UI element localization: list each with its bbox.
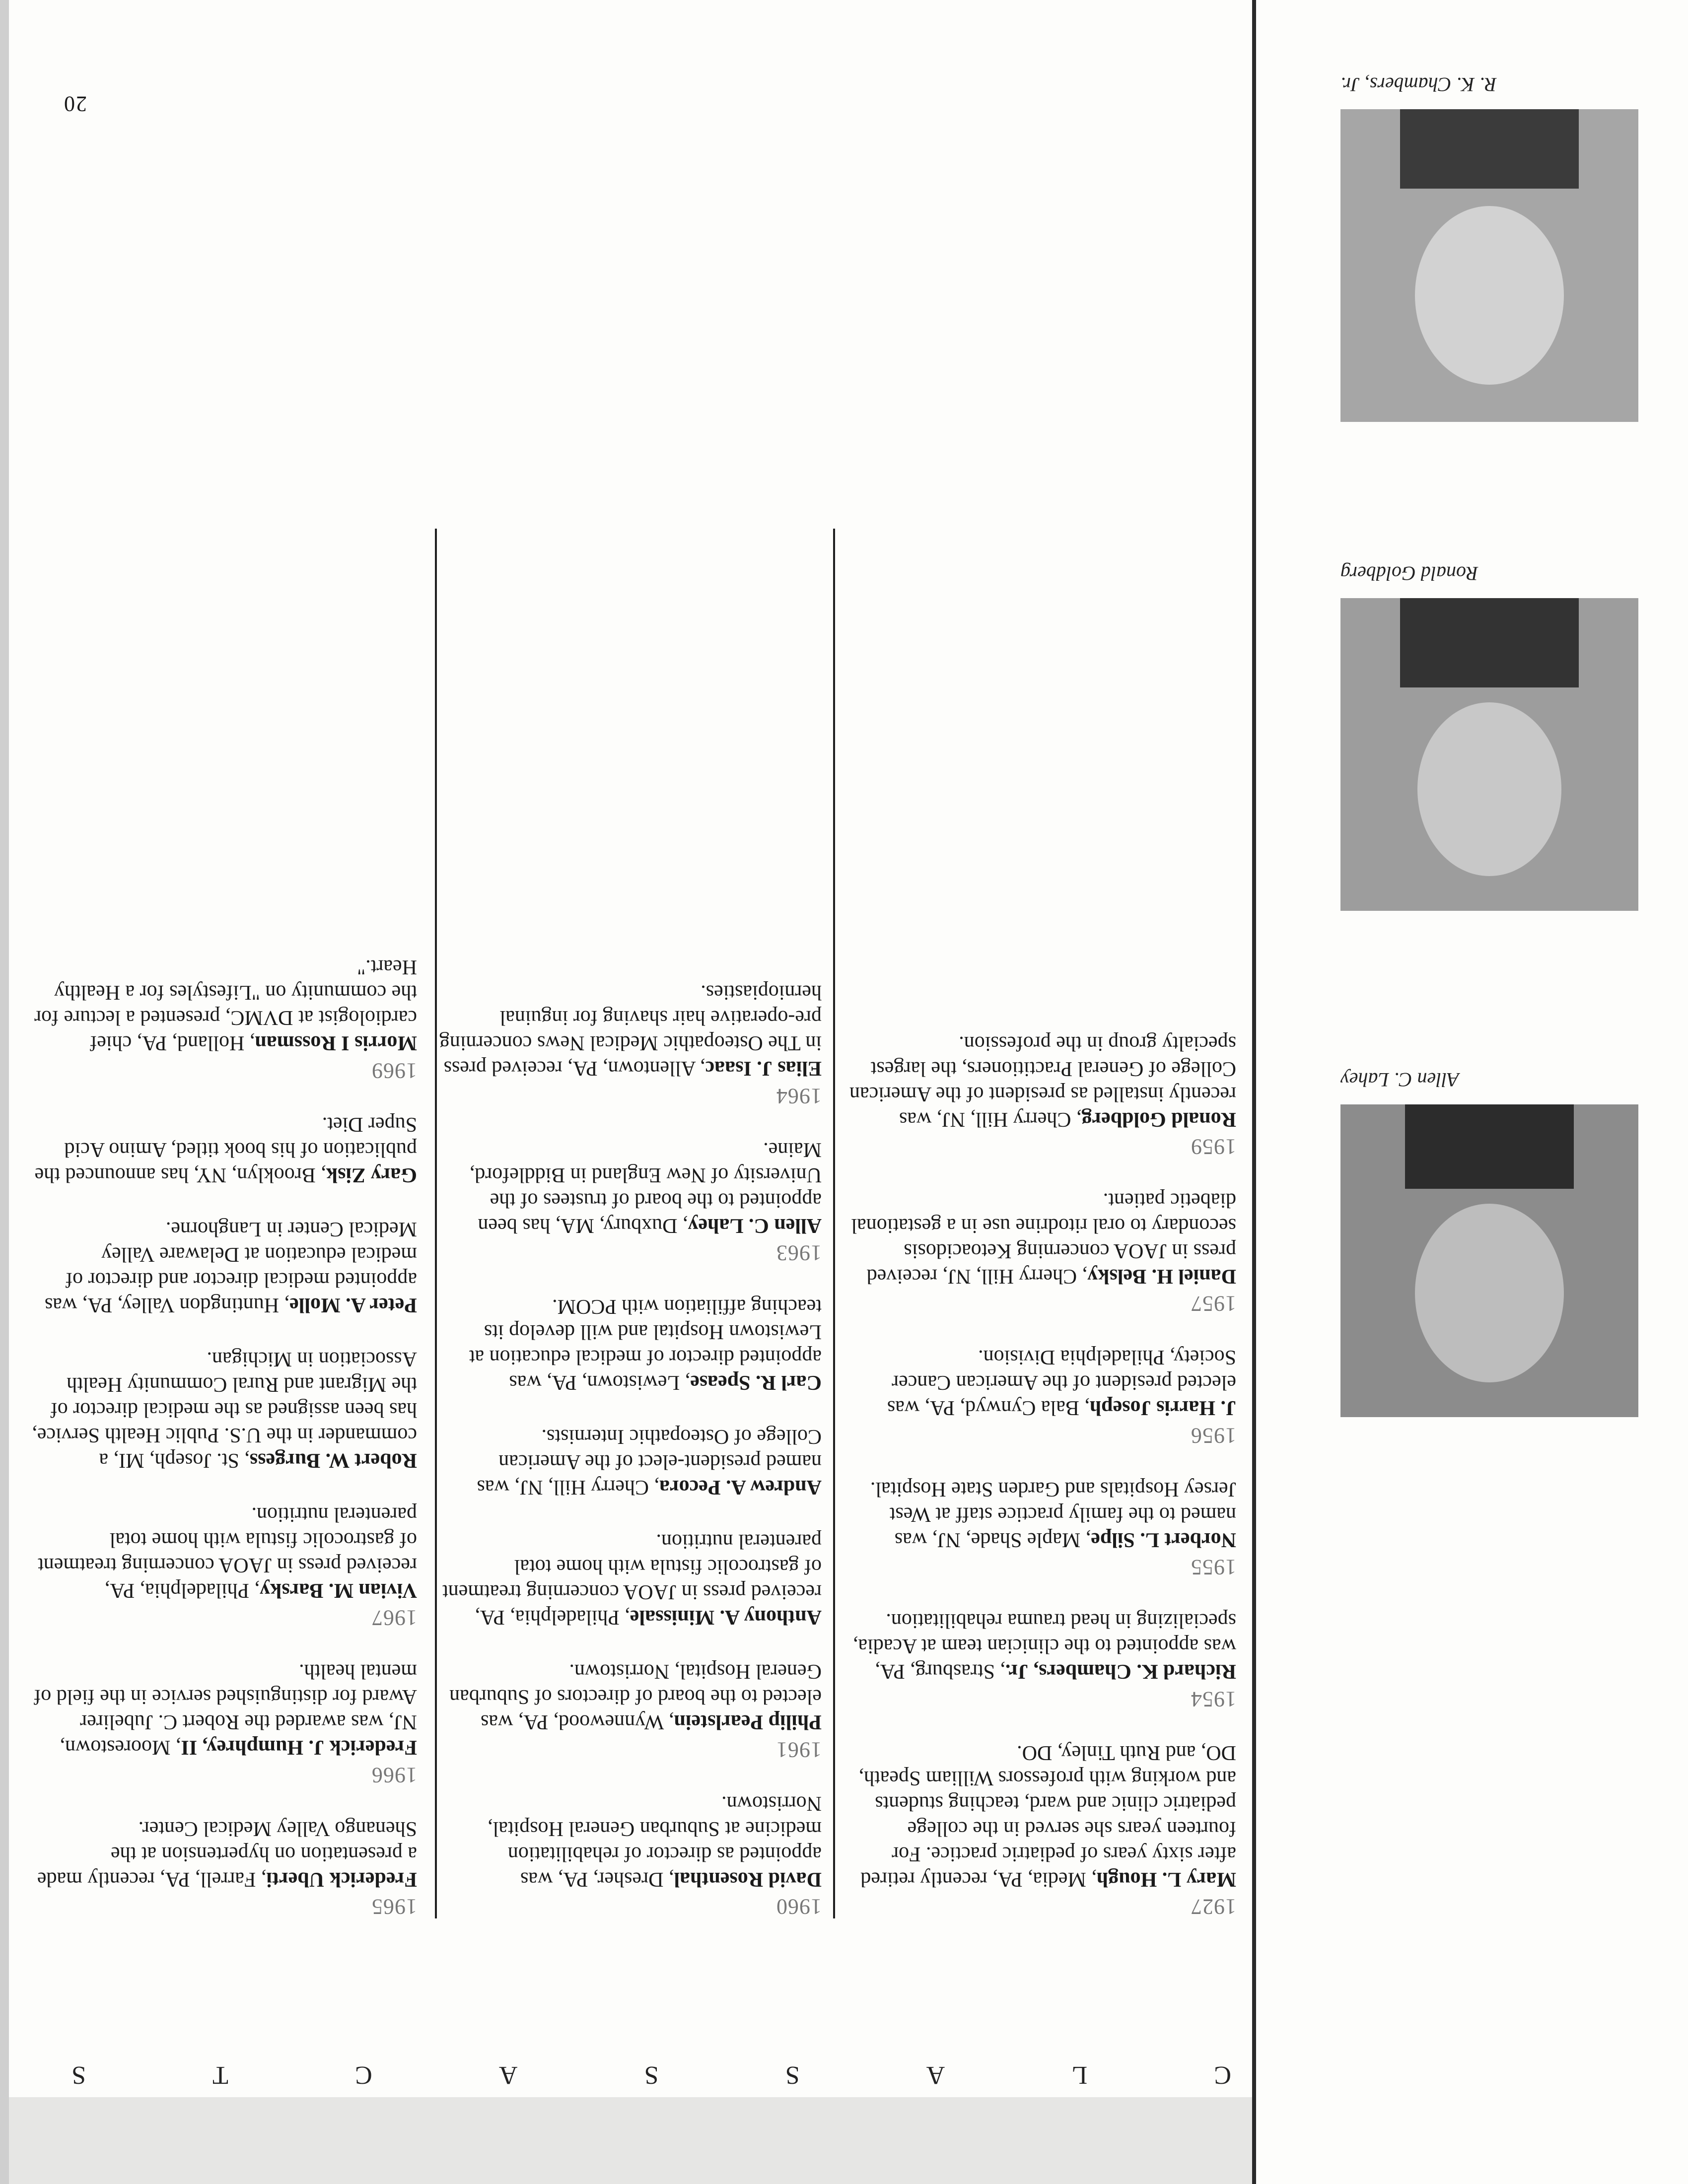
class-year: 1965 — [371, 1895, 417, 1919]
entry-body: , Holland, PA, chief cardiologist at DVMC, presented a lecture for the community on "Lifestyles for a Healthy Heart." — [34, 956, 417, 1055]
entry-body: , Farrell, PA, recently made a presentation on hypertension at the Shenango Valley Medical Center. — [37, 1817, 417, 1891]
entry-text — [434, 1790, 822, 1892]
running-head-letter: S — [642, 2061, 659, 2089]
entry-text — [434, 979, 822, 1081]
photo-caption: Allen C. Lahey — [1340, 1069, 1459, 1091]
alumni-entry — [434, 979, 822, 1107]
entry-body: , Maple Shade, NJ, was named to the family practice staff at West Jersey Hospitals and Garden State Hospital. — [870, 1477, 1236, 1551]
portrait-silhouette — [1340, 1104, 1638, 1417]
entry-body: , Dresher, PA, was appointed as director of rehabilitation medicine at Suburban General Hospital, Norristown. — [488, 1791, 822, 1891]
alumni-name: David Rosenthal — [674, 1867, 822, 1891]
alumni-entry — [30, 1502, 417, 1630]
class-year: 1957 — [1191, 1292, 1236, 1316]
entry-body: , Lewistown, PA, was appointed director of medical education at Lewistown Hospital and will develop its teaching affiliation with PCOM. — [469, 1295, 822, 1394]
entry-text — [849, 1344, 1236, 1420]
alumni-entry — [849, 1740, 1236, 1918]
entry-text — [30, 954, 417, 1055]
class-year: 1964 — [776, 1084, 822, 1108]
photo-caption: Ronald Goldberg — [1340, 562, 1478, 585]
column-3 — [30, 925, 417, 1918]
alumni-entry — [849, 1030, 1236, 1159]
entry-body: , Cherry Hill, NJ, was recently installed as president of the American College of General Practitioners, the largest specialty group in the profession. — [849, 1031, 1236, 1131]
page-number: 20 — [63, 92, 87, 116]
entry-body: , Moorestown, NJ, was awarded the Robert C. Jubelirer Award for distinguished service in the field of mental health. — [34, 1660, 417, 1759]
alumni-entry — [30, 1111, 417, 1187]
entry-body: , Brooklyn, NY, has announced the publication of his book titled, Amino Acid Super Diet. — [34, 1112, 417, 1186]
alumni-entry — [434, 1658, 822, 1761]
entry-body: , Wynnewood, PA, was elected to the board of directors of Suburban General Hospital, Norristown. — [449, 1660, 822, 1734]
entry-text — [30, 1502, 417, 1603]
class-year: 1927 — [1191, 1895, 1236, 1919]
entry-text — [849, 1030, 1236, 1132]
entry-text — [30, 1346, 417, 1473]
class-year: 1963 — [776, 1241, 822, 1266]
alumni-entry — [849, 1476, 1236, 1579]
entry-body: , Cherry Hill, NJ, was named president-elect of the American College of Osteopathic Internists. — [477, 1425, 822, 1499]
running-head-letter: S — [70, 2061, 86, 2089]
scan-edge — [0, 0, 9, 2184]
photo-block-chambers — [1340, 73, 1638, 422]
entry-text — [434, 1294, 822, 1395]
running-head-letter: T — [211, 2061, 228, 2089]
scan-gray-margin — [0, 2097, 1256, 2184]
entry-text — [434, 1658, 822, 1734]
entry-body: , Philadelphia, PA, received press in JAOA concerning treatment of gastrocolic fistula with home total parenteral nutrition. — [38, 1502, 417, 1602]
running-head-letter: A — [924, 2061, 945, 2089]
portrait-photo — [1340, 598, 1638, 911]
photo-block-lahey — [1340, 1068, 1638, 1417]
class-year: 1960 — [776, 1895, 822, 1919]
photo-caption: R. K. Chambers, Jr. — [1340, 73, 1497, 96]
alumni-name: Frederick Uberti — [266, 1867, 417, 1891]
entry-body: , St. Joseph, MI, a commander in the U.S. Public Health Service, has been assigned as the medical director of the Migrant and Rural Community Health Association in Michigan. — [32, 1347, 417, 1472]
alumni-entry — [30, 1658, 417, 1786]
alumni-entry — [434, 1790, 822, 1918]
alumni-entry — [849, 1608, 1236, 1710]
running-head-letter: L — [1069, 2061, 1088, 2089]
alumni-entry — [434, 1528, 822, 1630]
photo-block-goldberg — [1340, 562, 1638, 911]
entry-body: , Cherry Hill, NJ, received press in JAOA concerning Ketoacidosis secondary to oral ritodrine use in a gestational diabetic patient. — [851, 1189, 1236, 1288]
alumni-name: Norbert L. Silpe — [1091, 1528, 1236, 1551]
entry-text — [849, 1476, 1236, 1552]
alumni-entry — [849, 1187, 1236, 1315]
class-year: 1967 — [371, 1606, 417, 1631]
alumni-name: Mary L. Hough — [1096, 1867, 1236, 1891]
alumni-entry — [849, 1344, 1236, 1447]
alumni-name: Carl R. Spease — [690, 1371, 822, 1394]
portrait-photo — [1340, 1104, 1638, 1417]
running-head-letter: S — [783, 2061, 800, 2089]
class-year: 1969 — [371, 1058, 417, 1083]
entry-text — [434, 1137, 822, 1238]
alumni-name: Richard K. Chambers, Jr. — [1005, 1660, 1236, 1683]
entry-body: , Bala Cynwyd, PA, was elected president of the American Cancer Society, Philadelphia Division. — [887, 1346, 1236, 1420]
alumni-entry — [434, 1294, 822, 1395]
class-year: 1961 — [776, 1737, 822, 1762]
alumni-name: Frederick J. Humphrey, II — [181, 1736, 417, 1759]
alumni-name: Morris I Rossman — [255, 1031, 417, 1055]
running-head-letter: C — [353, 2061, 372, 2089]
alumni-name: Elias J. Isaac — [705, 1057, 822, 1080]
entry-body: , Media, PA, recently retired after sixty years of pediatric practice. For fourteen years she served in the college pediatric clinic and ward, teaching students and working with professors William Speath, DO, and Ruth Tinley, DO. — [858, 1741, 1236, 1891]
entry-body: , Philadelphia, PA, received press in JAOA concerning treatment of gastrocolic fistula with home total parenteral nutrition. — [442, 1530, 822, 1629]
alumni-name: Allen C. Lahey — [688, 1214, 822, 1237]
entry-body: , Huntingdon Valley, PA, was appointed medical director and director of medical education at Delaware Valley Medical Center in Langhorne. — [44, 1217, 417, 1316]
class-year: 1966 — [371, 1763, 417, 1787]
alumni-name: Ronald Goldberg — [1081, 1107, 1236, 1131]
class-year: 1956 — [1191, 1423, 1236, 1448]
entry-body: , Allentown, PA, received press in The Osteopathic Medical News concerning pre-operative hair shaving for inguinal herniopiasties. — [439, 981, 822, 1080]
column-2 — [434, 951, 822, 1918]
alumni-name: Anthony A. Minissale — [630, 1606, 822, 1629]
entry-text — [30, 1816, 417, 1892]
portrait-silhouette — [1340, 598, 1638, 911]
entry-body: , Strasburg, PA, was appointed to the clinician team at Acadia, specializing in head trauma rehabilitation. — [852, 1609, 1236, 1683]
class-year: 1954 — [1191, 1687, 1236, 1711]
class-year: 1955 — [1191, 1555, 1236, 1580]
alumni-name: Peter A. Molle — [289, 1293, 417, 1316]
class-year: 1959 — [1191, 1135, 1236, 1160]
portrait-silhouette — [1340, 109, 1638, 422]
alumni-name: Andrew A. Pecora — [659, 1476, 822, 1499]
running-head-letter: A — [496, 2061, 518, 2089]
entry-text — [849, 1740, 1236, 1892]
entry-text — [434, 1424, 822, 1500]
alumni-name: Daniel H. Belsky — [1087, 1265, 1236, 1288]
running-head — [70, 2060, 1231, 2090]
alumni-entry — [30, 954, 417, 1082]
alumni-name: Philip Pearlstein — [674, 1710, 822, 1734]
alumni-entry — [434, 1137, 822, 1265]
alumni-entry — [30, 1346, 417, 1473]
entry-text — [849, 1187, 1236, 1289]
entry-body: , Duxbury, MA, has been appointed to the board of trustees of the University of New England in Biddleford, Maine. — [469, 1138, 822, 1237]
binding-crease — [1252, 0, 1256, 2184]
alumni-name: Gary Zisk — [326, 1163, 417, 1186]
column-rule — [833, 529, 835, 1918]
entry-text — [434, 1528, 822, 1630]
portrait-photo — [1340, 109, 1638, 422]
running-head-letter: C — [1212, 2061, 1231, 2089]
entry-text — [30, 1111, 417, 1187]
alumni-entry — [30, 1816, 417, 1918]
alumni-entry — [434, 1424, 822, 1500]
alumni-name: Vivian M. Barsky — [260, 1578, 417, 1602]
column-1 — [849, 1002, 1236, 1918]
alumni-entry — [30, 1216, 417, 1317]
alumni-name: Robert W. Burgess — [249, 1448, 417, 1472]
entry-text — [849, 1608, 1236, 1684]
alumni-name: J. Harris Joseph — [1089, 1396, 1236, 1420]
entry-text — [30, 1216, 417, 1317]
entry-text — [30, 1658, 417, 1760]
